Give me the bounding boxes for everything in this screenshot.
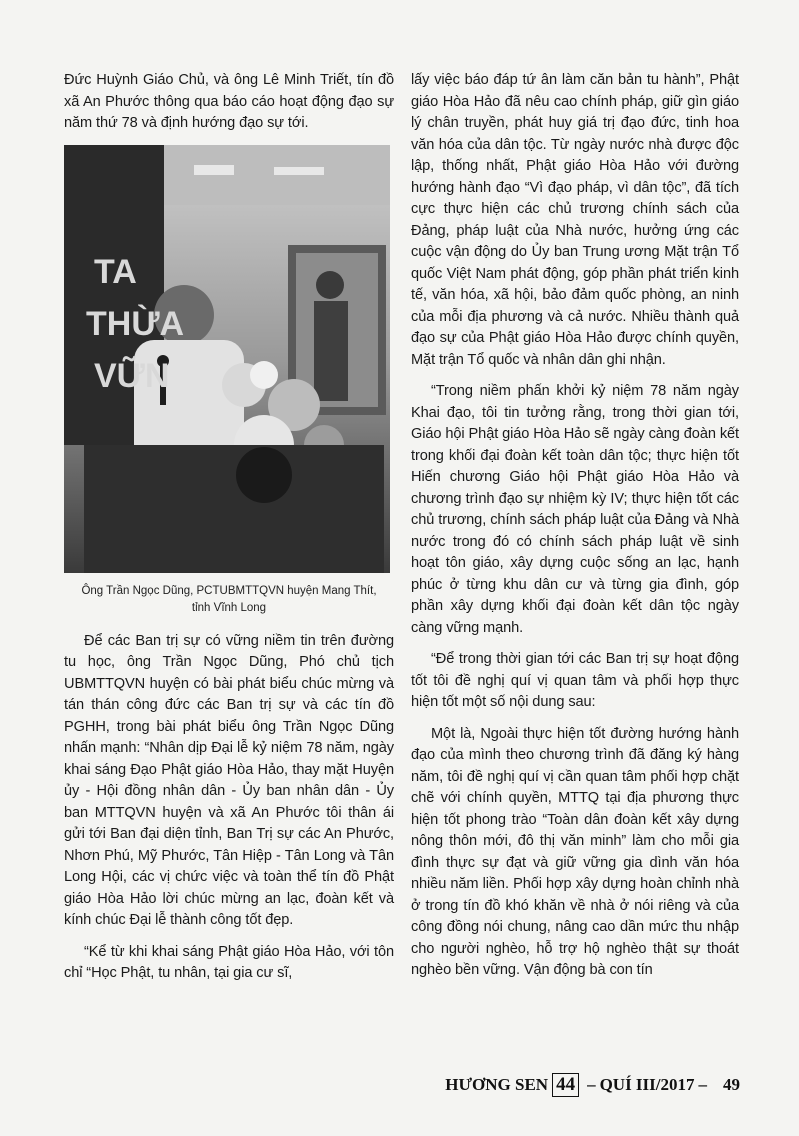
issue-number: 44 xyxy=(552,1073,579,1097)
paragraph: lấy việc báo đáp tứ ân làm căn bản tu hành”, Phật giáo Hòa Hảo đã nêu cao chính pháp, giữ gìn giáo lý chân truyền, phát huy giá trị đạo đức, tinh hoa văn hóa của dân tộc. Từ ngày nước nhà được độc lập, thống nhất, Phật giáo Hòa Hảo với đường hướng hành đạo “Vì đạo pháp, vì dân tộc”, đã tích cực thực hiện các chủ trương chính sách của Đảng, pháp luật của Nhà nước, hưởng ứng các cuộc vận động do Ủy ban Trung ương Mặt trận Tổ quốc Việt Nam phát động, góp phần phát triển kinh tế, văn hóa, xã hội, bảo đảm quốc phòng, an ninh của mỗi địa phương và cả nước. Nhiều thành quả đạo sự của Phật giáo Hòa Hảo được chính quyền, Mặt trận Tổ quốc và nhân dân ghi nhận. xyxy=(411,72,739,368)
paragraph: Đức Huỳnh Giáo Chủ, và ông Lê Minh Triết, tín đồ xã An Phước thông qua báo cáo hoạt động đạo sự năm thứ 78 và định hướng đạo sự tới. xyxy=(64,72,394,131)
quarter-label: QUÍ III/2017 xyxy=(599,1075,695,1094)
paragraph: Để các Ban trị sự có vững niềm tin trên đường tu học, ông Trần Ngọc Dũng, Phó chủ tịch UBMTTQVN huyện có bài phát biểu chúc mừng và tán thán công đức các Ban trị sự và các tín đồ PGHH, trong bài phát biểu ông Trần Ngọc Dũng nhấn mạnh: “Nhân dịp Đại lễ kỷ niệm 78 năm, ngày khai sáng Đạo Phật giáo Hòa Hảo, thay mặt Huyện ủy - Hội đồng nhân dân - Ủy ban nhân dân - Ủy ban MTTQVN huyện và xã An Phước tôi thân ái gửi tới Ban đại diện tỉnh, Ban Trị sự các An Phước, Nhơn Phú, Mỹ Phước, Tân Hiệp - Tân Long và Tân Long Hội, các vị chức việc và toàn thể tín đồ Phật giáo Hòa Hảo lời chúc mừng an lạc, đoàn kết và kính chúc Đại lễ thành công tốt đẹp. xyxy=(64,632,394,928)
caption-line-2: tỉnh Vĩnh Long xyxy=(191,601,267,614)
magazine-name: HƯƠNG SEN xyxy=(445,1075,549,1094)
footer-separator: – xyxy=(587,1075,596,1094)
paragraph: Một là, Ngoài thực hiện tốt đường hướng hành đạo của mình theo chương trình đã đăng ký hàng năm, tôi đề nghị quí vị cần quan tâm phối hợp chặt chẽ với chính quyền, MTTQ tại địa phương thực hiện tốt phong trào “Toàn dân đoàn kết xây dựng nông thôn mới, đô thị văn minh” làm cho mỗi gia đình thực sự đạt và giữ vững gia dình văn hóa nhiều năm liền. Phối hợp xây dựng hoàn chỉnh nhà ở trong tín đồ khó khăn về nhà ở nói riêng và của công đồng nói chung, nâng cao dần mức thu nhập cho người nghèo, hỗ trợ hộ nghèo thật sự thoát nghèo bền vững. Vận động bà con tín xyxy=(411,725,739,978)
banner-line-1: TA xyxy=(94,252,137,291)
photo-caption xyxy=(64,583,394,617)
right-column xyxy=(411,70,739,992)
banner-line-2: THỪA xyxy=(86,304,185,343)
banner-line-3: VỮN xyxy=(94,356,170,395)
paragraph: “Kể từ khi khai sáng Phật giáo Hòa Hảo, với tôn chỉ “Học Phật, tu nhân, tại gia cư sĩ, xyxy=(64,943,394,981)
paragraph: “Để trong thời gian tới các Ban trị sự hoạt động tốt tôi đề nghị quí vị quan tâm và phối hợp thực hiện tốt một số nội dung sau: xyxy=(411,651,739,710)
page-number: 49 xyxy=(723,1075,740,1094)
caption-line-1: Ông Trần Ngọc Dũng, PCTUBMTTQVN huyện Mang Thít, xyxy=(81,584,377,597)
paragraph: “Trong niềm phấn khởi kỷ niệm 78 năm ngày Khai đạo, tôi tin tưởng rằng, trong thời gian tới, Giáo hội Phật giáo Hòa Hảo sẽ ngày càng đoàn kết trong khối đại đoàn kết toàn dân tộc; thực hiện tốt Hiến chương Giáo hội Phật giáo Hòa Hảo và chương trình đạo sự nhiệm kỳ IV; thực hiện tốt các chủ trương, chính sách pháp luật của Đảng và Nhà nước trong đó có chính sách pháp luật về sinh hoạt tôn giáo, xây dựng cuộc sống an lạc, hạnh phúc ở từng khu dân cư và từng gia đình, góp phần xây dựng khối đại đoàn kết dân tộc ngày càng vững mạnh. xyxy=(411,383,739,636)
footer-separator: – xyxy=(698,1075,707,1094)
left-column xyxy=(64,70,394,995)
article-photo xyxy=(64,145,390,573)
page-footer xyxy=(420,1070,740,1100)
